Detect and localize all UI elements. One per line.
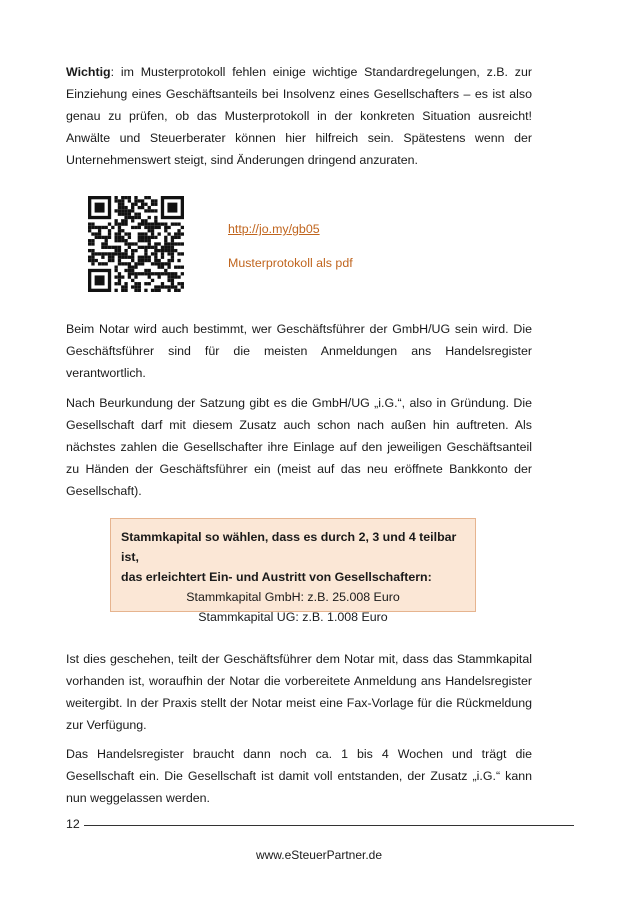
page-number: 12 xyxy=(66,817,80,831)
tip-line-gmbh: Stammkapital GmbH: z.B. 25.008 Euro xyxy=(186,590,400,604)
paragraph-beurkundung: Nach Beurkundung der Satzung gibt es die GmbH/UG „i.G.“, also in Gründung. Die Gesellschaft darf mit diesem Zusatz auch schon nach außen hin auftreten. Als nächstes zahlen die Gesellschafter ihre Einlage auf den jeweiligen Geschäftsanteil zu Händen der Geschäftsführer ein (meist auf das neu eröffnete Bankkonto der Gesellschaft). xyxy=(66,396,532,498)
paragraph-text: : im Musterprotokoll fehlen einige wichtige Standardregelungen, z.B. zur Einziehung eines Geschäftsanteils bei Insolvenz eines Gesellschafters – es ist also genau zu prüfen, ob das Musterprotokoll in der konkreten Situation ausreicht! Anwälte und Steuerberater können hier hilfreich sein. Spätestens wenn der Unternehmenswert steigt, sind Änderungen dringend anzuraten. xyxy=(66,65,532,167)
stammkapital-tip-box xyxy=(110,518,476,624)
pdf-link[interactable]: http://jo.my/gb05 xyxy=(228,222,320,236)
qr-code-icon[interactable] xyxy=(88,196,184,292)
tip-line-2: das erleichtert Ein- und Austritt von Gesellschaftern: xyxy=(121,570,432,584)
tip-line-ug: Stammkapital UG: z.B. 1.008 Euro xyxy=(198,610,388,624)
footer-website: www.eSteuerPartner.de xyxy=(255,848,383,862)
paragraph-stammkapital-meldung: Ist dies geschehen, teilt der Geschäftsführer dem Notar mit, dass das Stammkapital vorhanden ist, woraufhin der Notar die vorbereitete Anmeldung ans Handelsregister weitergibt. In der Praxis stellt der Notar meist eine Fax-Vorlage für die Rückmeldung zur Verfügung. xyxy=(66,652,532,732)
paragraph-wichtig xyxy=(66,61,532,171)
footer-divider xyxy=(84,825,574,826)
pdf-link-label: Musterprotokoll als pdf xyxy=(228,256,353,270)
paragraph-lead: Wichtig xyxy=(66,65,111,79)
paragraph-handelsregister: Das Handelsregister braucht dann noch ca. 1 bis 4 Wochen und trägt die Gesellschaft ein. Die Gesellschaft ist damit voll entstanden, der Zusatz „i.G.“ kann nun weggelassen werden. xyxy=(66,747,532,805)
tip-line-1: Stammkapital so wählen, dass es durch 2, 3 und 4 teilbar ist, xyxy=(121,530,457,564)
paragraph-geschaeftsfuehrer: Beim Notar wird auch bestimmt, wer Geschäftsführer der GmbH/UG sein wird. Die Geschäftsführer sind für die meisten Anmeldungen ans Handelsregister verantwortlich. xyxy=(66,322,532,380)
